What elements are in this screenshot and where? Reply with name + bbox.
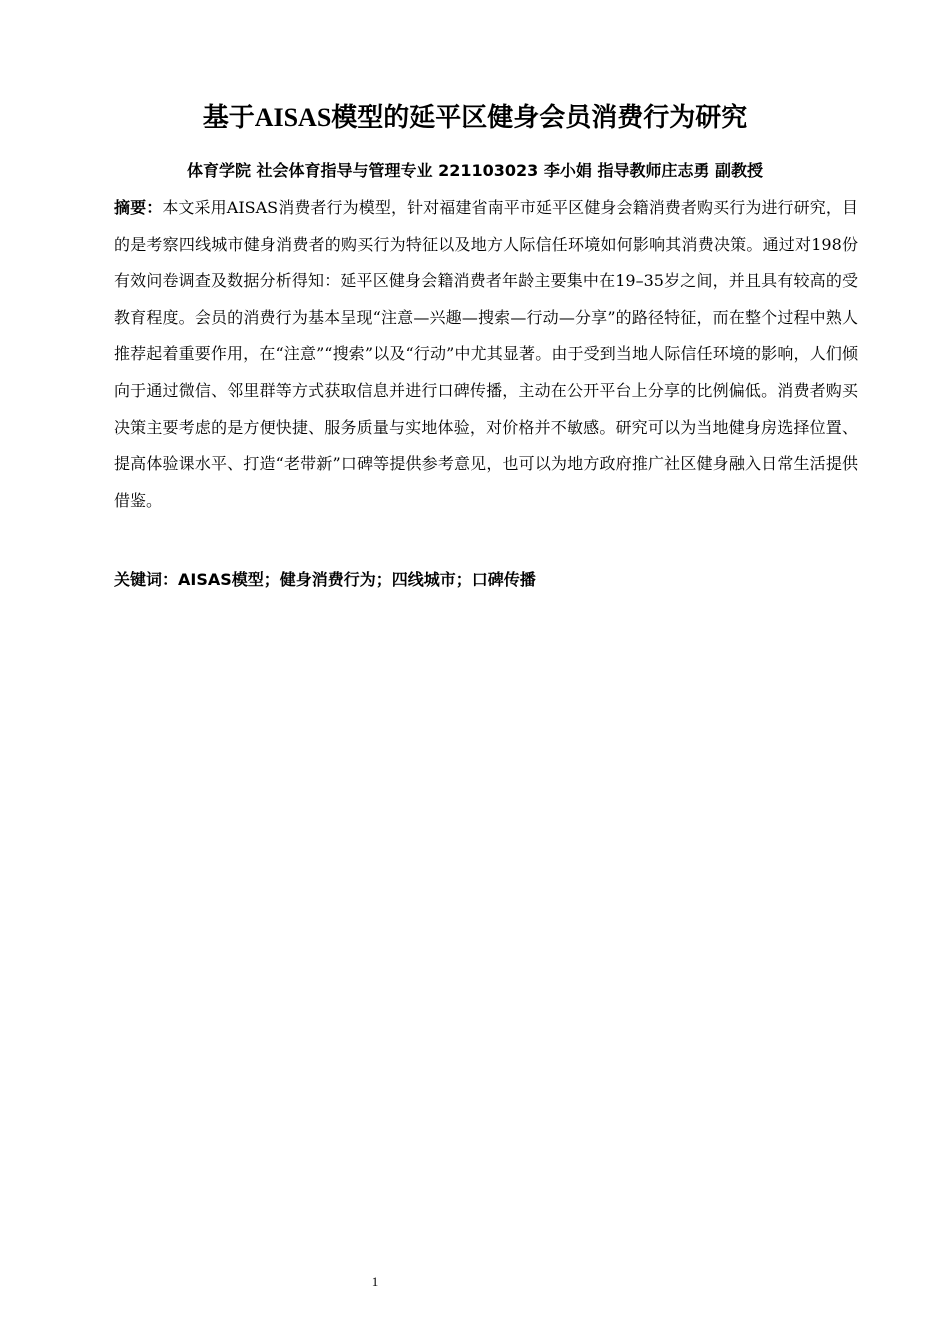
paper-title: 基于AISAS模型的延平区健身会员消费行为研究 <box>202 103 748 132</box>
page-number: 1 <box>371 1274 379 1289</box>
keywords-line: 关键词：AISAS模型；健身消费行为；四线城市；口碑传播 <box>114 570 536 589</box>
abstract-label: 摘要： <box>114 198 163 217</box>
abstract-text: 本文采用AISAS消费者行为模型，针对福建省南平市延平区健身会籍消费者购买行为进行研究，目的是考察四线城市健身消费者的购买行为特征以及地方人际信任环境如何影响其消费决策。通过对198份有效问卷调查及数据分析得知：延平区健身会籍消费者年龄主要集中在19–35岁之间，并且具有较高的受教育程度。会员的消费行为基本呈现“注意—兴趣—搜索—行动—分享”的路径特征，而在整个过程中熟人推荐起着重要作用，在“注意”“搜索”以及“行动”中尤其显著。由于受到当地人际信任环境的影响，人们倾向于通过微信、邻里群等方式获取信息并进行口碑传播，主动在公开平台上分享的比例偏低。消费者购买决策主要考虑的是方便快捷、服务质量与实地体验，对价格并不敏感。研究可以为当地健身房选择位置、提高体验课水平、打造“老带新”口碑等提供参考意见，也可以为地方政府推广社区健身融入日常生活提供借鉴。 <box>114 198 858 510</box>
author-line: 体育学院 社会体育指导与管理专业 221103023 李小娟 指导教师庄志勇 副教授 <box>186 161 764 180</box>
abstract-paragraph <box>114 190 858 519</box>
